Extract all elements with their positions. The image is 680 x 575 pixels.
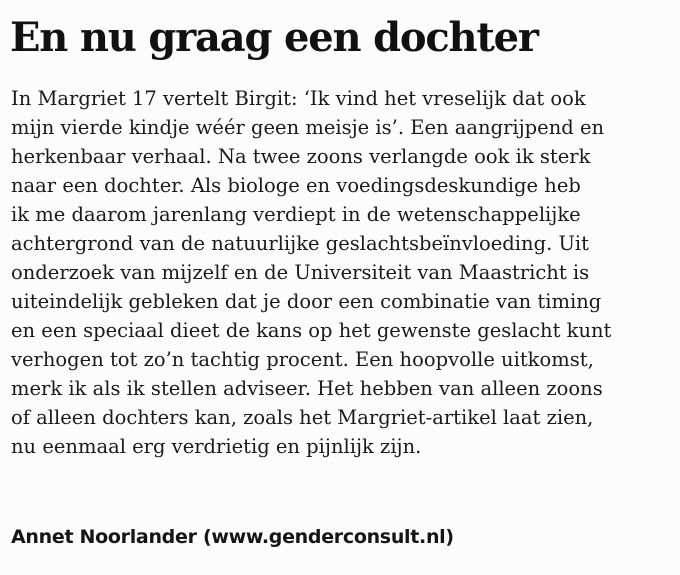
body-line: naar een dochter. Als biologe en voedingsdeskundige heb	[11, 174, 581, 197]
author-signature: Annet Noorlander (www.genderconsult.nl)	[11, 526, 454, 548]
body-line: merk ik als ik stellen adviseer. Het hebben van alleen zoons	[11, 377, 603, 400]
body-line: en een speciaal dieet de kans op het gewenste geslacht kunt	[11, 319, 612, 342]
body-line: ik me daarom jarenlang verdiept in de wetenschappelijke	[11, 203, 581, 226]
body-line: of alleen dochters kan, zoals het Margriet-artikel laat zien,	[11, 406, 594, 429]
body-line: onderzoek van mijzelf en de Universiteit van Maastricht is	[11, 261, 590, 284]
body-line: achtergrond van de natuurlijke geslachtsbeïnvloeding. Uit	[11, 232, 589, 255]
body-line: mijn vierde kindje wéér geen meisje is’. Een aangrijpend en	[11, 116, 605, 139]
headline: En nu graag een dochter	[10, 14, 538, 61]
body-line: In Margriet 17 vertelt Birgit: ‘Ik vind het vreselijk dat ook	[11, 87, 586, 110]
body-line: nu eenmaal erg verdrietig en pijnlijk zijn.	[11, 435, 422, 458]
letter-body	[11, 84, 671, 461]
body-line: verhogen tot zo’n tachtig procent. Een hoopvolle uitkomst,	[11, 348, 594, 371]
body-line: herkenbaar verhaal. Na twee zoons verlangde ook ik sterk	[11, 145, 591, 168]
body-line: uiteindelijk gebleken dat je door een combinatie van timing	[11, 290, 602, 313]
